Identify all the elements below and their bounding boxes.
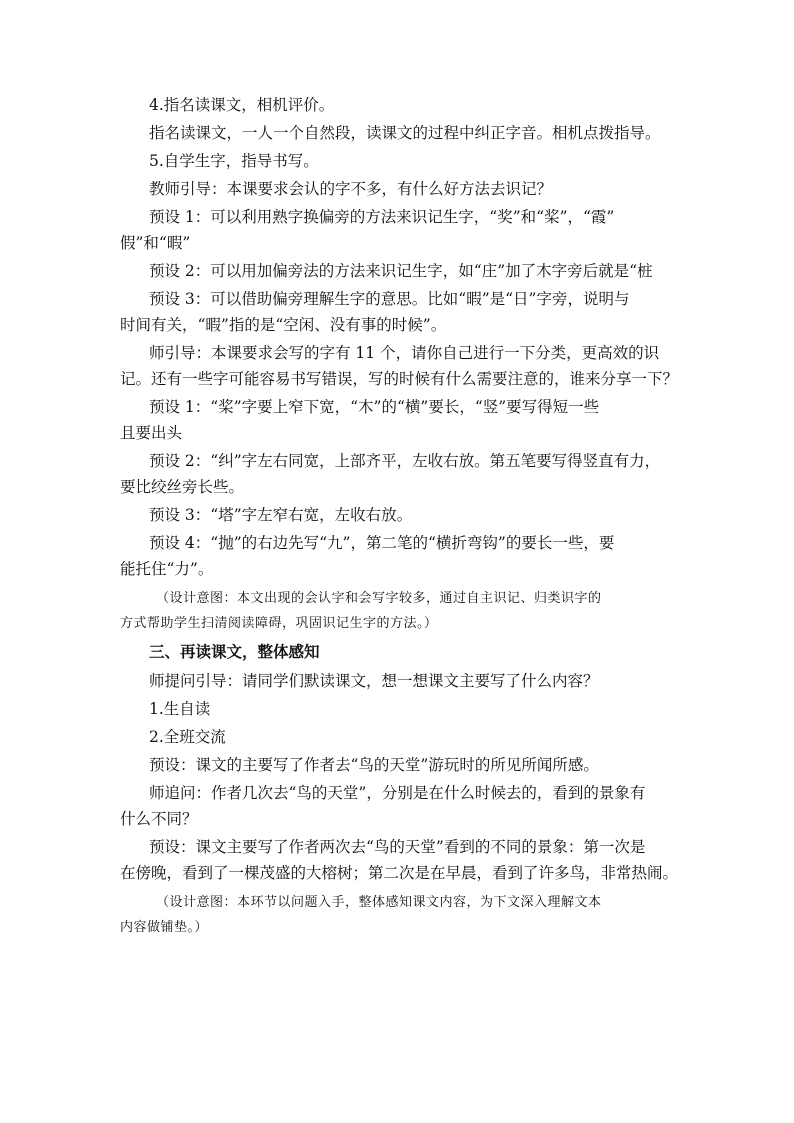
write-preset-3: 预设 3：“塔”字左窄右宽，左收右放。 <box>149 506 413 524</box>
write-preset-1-line-1: 预设 1：“桨”字要上窄下宽，“木”的“横”要长，“竖”要写得短一些 <box>149 398 600 416</box>
preset-3-line-2: 时间有关，“暇”指的是“空闲、没有事的时候”。 <box>120 316 447 334</box>
write-preset-1-line-2: 且要出头 <box>120 424 183 442</box>
teacher-guide-2-line-1: 师引导：本课要求会写的字有 11 个，请你自己进行一下分类，更高效的识 <box>149 344 660 362</box>
section-3-heading: 三、再读课文，整体感知 <box>149 643 320 661</box>
teacher-followup-line-2: 什么不同？ <box>120 810 198 828</box>
design-note-2-line-2: 内容做铺垫。） <box>120 920 209 935</box>
write-preset-4-line-1: 预设 4：“抛”的右边先写“九”，第二笔的“横折弯钩”的要长一些，要 <box>149 534 615 552</box>
step-4-body: 指名读课文，一人一个自然段，读课文的过程中纠正字音。相机点拨指导。 <box>149 124 661 142</box>
write-preset-2-line-1: 预设 2：“纠”字左右同宽，上部齐平，左收右放。第五笔要写得竖直有力， <box>149 452 661 470</box>
teacher-question: 师提问引导：请同学们默读课文，想一想课文主要写了什么内容？ <box>149 672 599 690</box>
teacher-guide-2-line-2: 记。还有一些字可能容易书写错误，写的时候有什么需要注意的，谁来分享一下？ <box>120 370 679 388</box>
preset-1-line-1: 预设 1：可以利用熟字换偏旁的方法来识记生字，“奖”和“桨”，“霞” <box>149 208 615 226</box>
preset-content: 预设：课文的主要写了作者去“鸟的天堂”游玩时的所见所闻所感。 <box>149 756 599 774</box>
preset-two-visits-line-2: 在傍晚，看到了一棵茂盛的大榕树；第二次是在早晨，看到了许多鸟，非常热闹。 <box>120 864 679 882</box>
step-4-heading: 4.指名读课文，相机评价。 <box>149 96 335 114</box>
design-note-2-line-1: （设计意图：本环节以问题入手，整体感知课文内容，为下文深入理解文本 <box>156 895 602 910</box>
lesson-plan-page <box>120 92 680 940</box>
preset-1-line-2: 假”和“暇” <box>120 234 191 252</box>
preset-two-visits-line-1: 预设：课文主要写了作者两次去“鸟的天堂”看到的不同的景象：第一次是 <box>149 838 646 856</box>
design-note-1-line-2: 方式帮助学生扫清阅读障碍，巩固识记生字的方法。） <box>120 616 438 631</box>
preset-2: 预设 2：可以用加偏旁法的方法来识记生字，如“庄”加了木字旁后就是“桩 <box>149 262 653 280</box>
preset-3-line-1: 预设 3：可以借助偏旁理解生字的意思。比如“暇”是“日”字旁，说明与 <box>149 290 630 308</box>
write-preset-4-line-2: 能托住“力”。 <box>120 560 214 578</box>
write-preset-2-line-2: 要比绞丝旁长些。 <box>120 478 245 496</box>
design-note-1-line-1: （设计意图：本文出现的会认字和会写字较多，通过自主识记、归类识字的 <box>156 591 602 606</box>
step-5-heading: 5.自学生字，指导书写。 <box>149 152 319 170</box>
teacher-guide-1: 教师引导：本课要求会认的字不多，有什么好方法去识记？ <box>149 180 553 198</box>
step-2-class-share: 2.全班交流 <box>149 728 226 746</box>
step-1-self-read: 1.生自读 <box>149 700 211 718</box>
teacher-followup-line-1: 师追问：作者几次去“鸟的天堂”，分别是在什么时候去的，看到的景象有 <box>149 784 646 802</box>
